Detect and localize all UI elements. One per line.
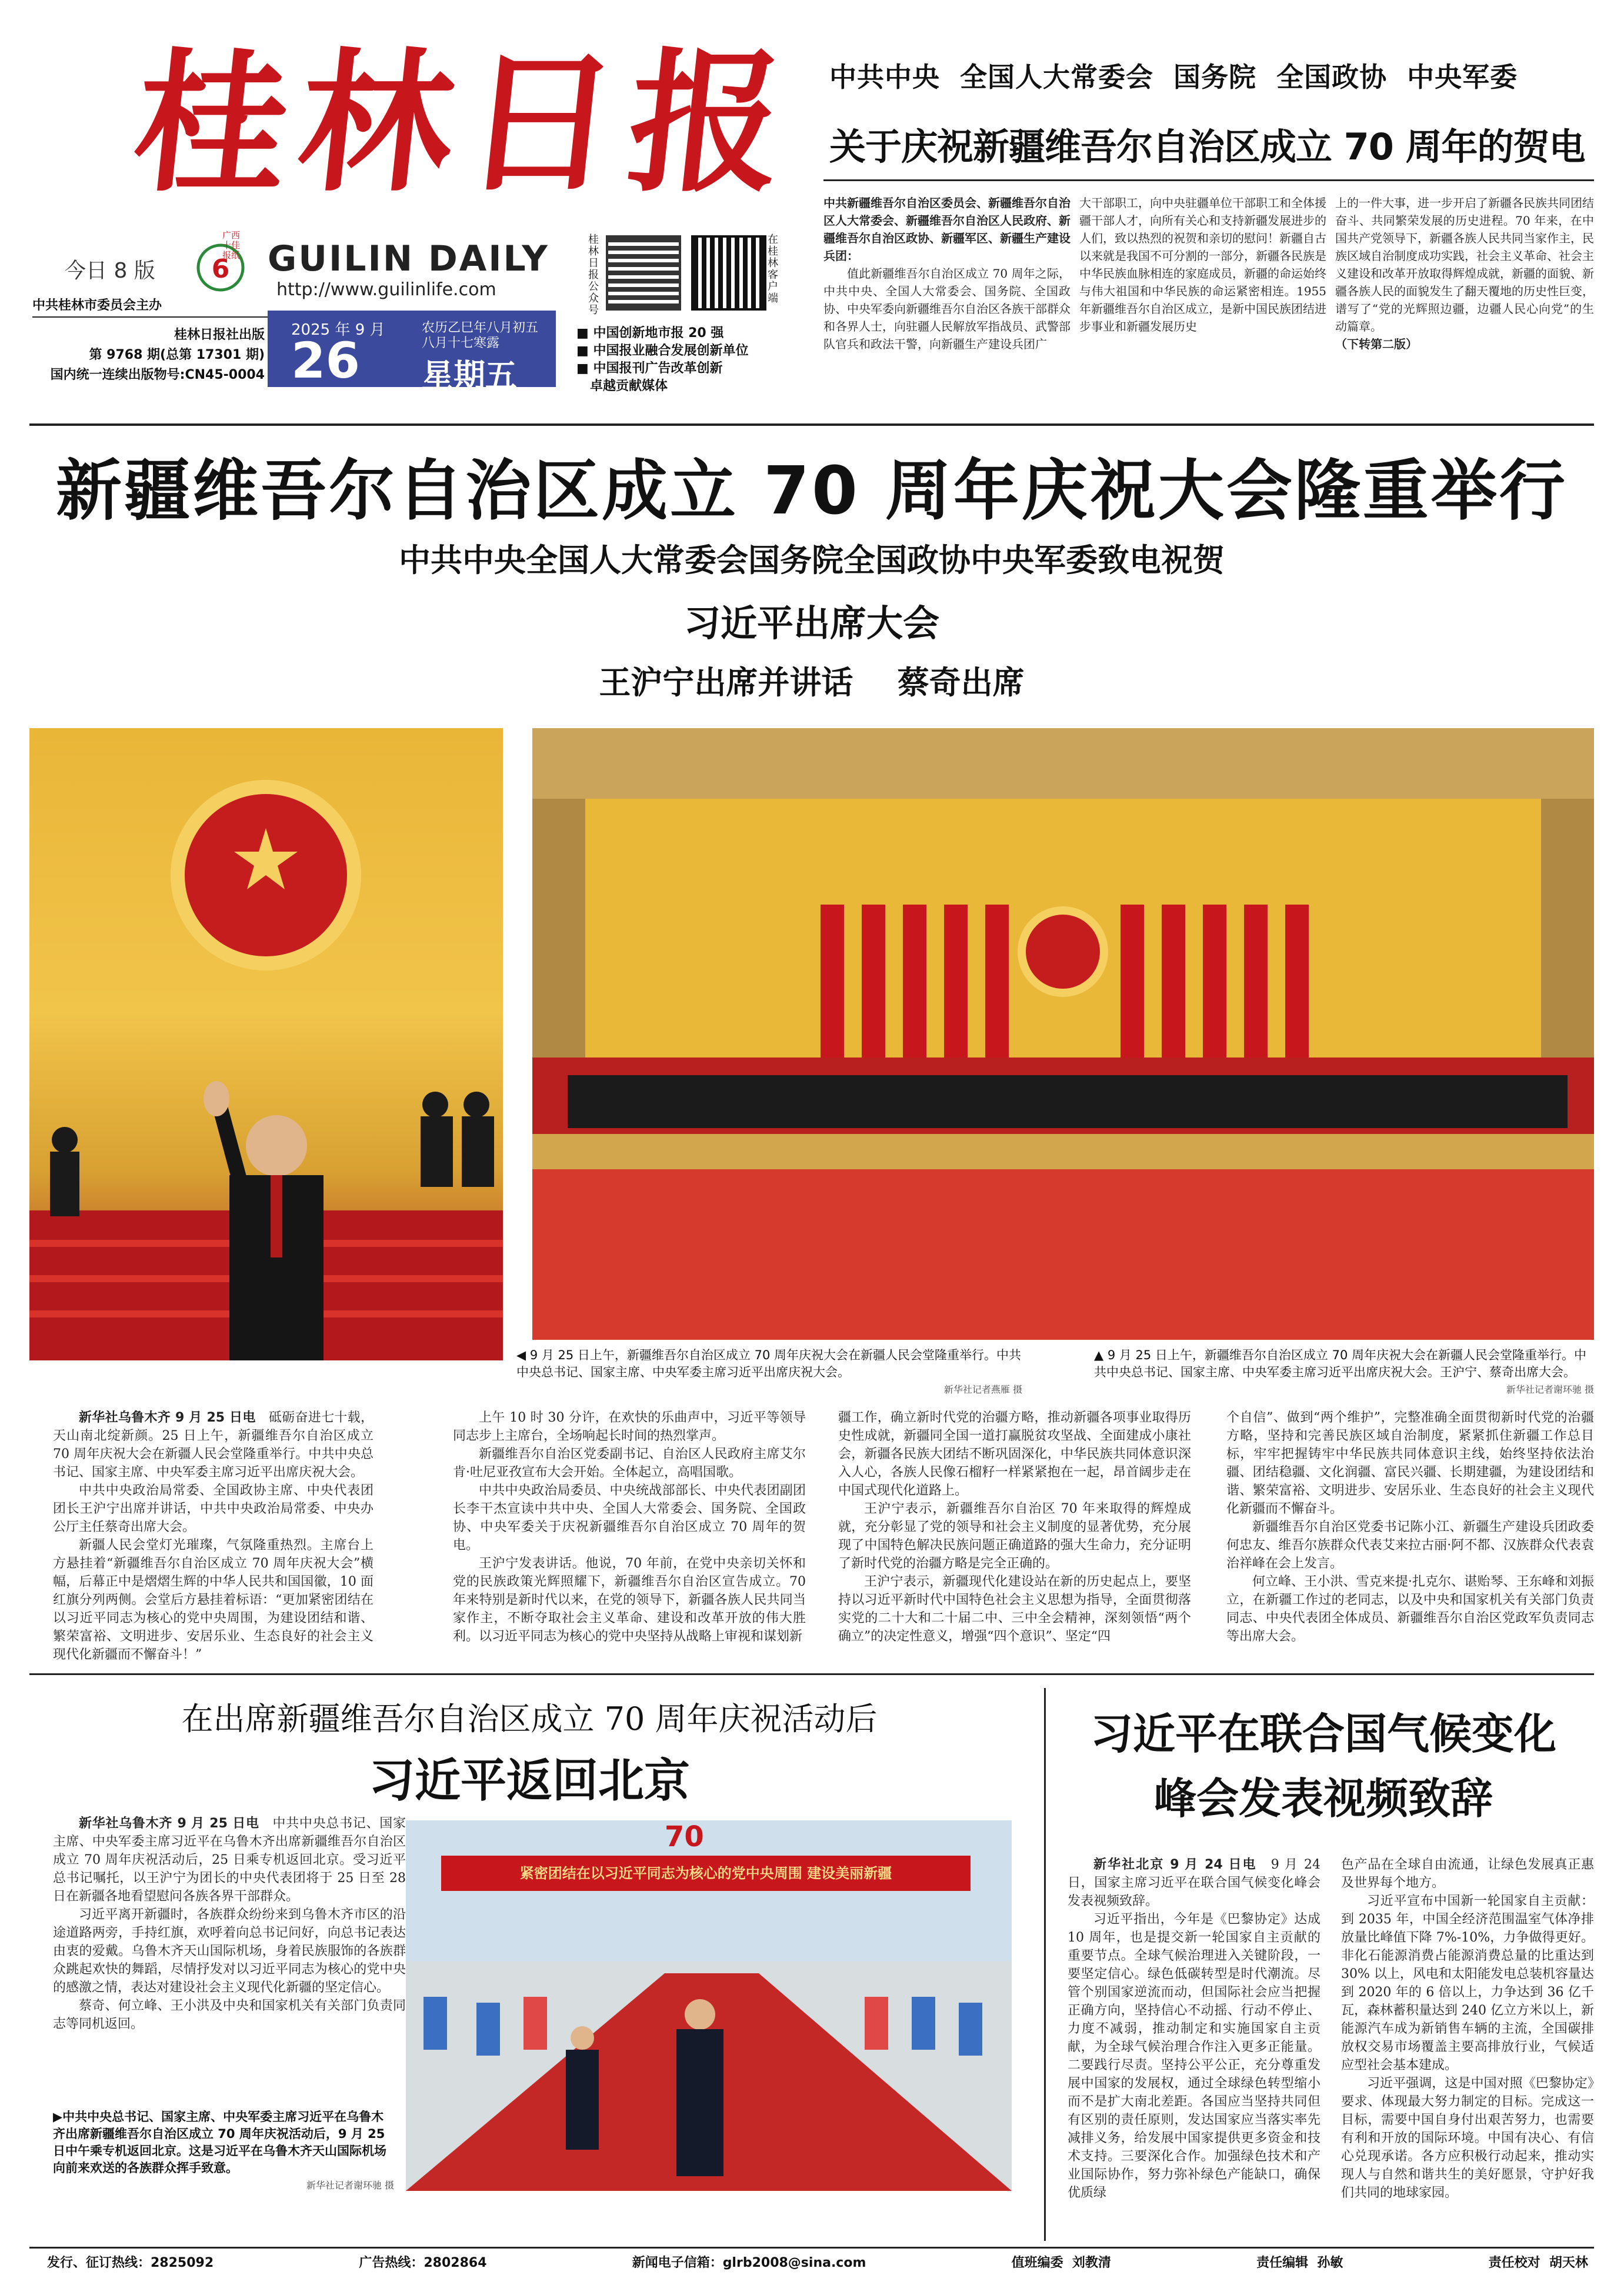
honor-item: 卓越贡献媒体: [589, 379, 668, 393]
photo-xi-waving: [29, 728, 503, 1360]
english-name: GUILIN DAILY: [268, 238, 549, 279]
photo-assembly-hall: [532, 728, 1594, 1340]
anniversary-mark: 70: [665, 1820, 704, 1853]
photo1-caption: ◀ 9 月 25 日上午，新疆维吾尔自治区成立 70 周年庆祝大会在新疆人民会堂隆重举行。中共中央总书记、国家主席、中央军委主席习近平出席庆祝大会。 新华社记者燕雁 摄: [516, 1347, 1022, 1398]
climate-headline-2: 峰会发表视频致辞: [1153, 1774, 1493, 1823]
date-bar: [268, 311, 556, 394]
footer-distribution: 发行、征订热线：2825092: [47, 2256, 214, 2270]
honor-item: ■ 中国报刊广告改革创新: [576, 361, 723, 376]
return-headline: 习近平返回北京: [368, 1754, 690, 1807]
qr-code-1[interactable]: [606, 235, 681, 311]
honor-item: ■ 中国报业融合发展创新单位: [576, 343, 749, 358]
website: http://www.guilinlife.com: [276, 279, 496, 300]
footer-proofreader: 责任校对 胡天林: [1488, 2256, 1588, 2270]
newspaper-logo: 桂林日报: [126, 34, 804, 213]
footer-editor: 责任编辑 孙敏: [1256, 2256, 1343, 2270]
telegram-senders: 中共中央 全国人大常委会 国务院 全国政协 中央军委: [829, 61, 1518, 93]
return-credit: 新华社记者谢环驰 摄: [306, 2180, 394, 2191]
svg-text:6: 6: [211, 254, 230, 284]
qr-code-2[interactable]: [691, 235, 766, 311]
pages-count: 今日 8 版: [65, 259, 155, 283]
photo-airport-farewell: [406, 1820, 1012, 2191]
cn-code: 国内统一连续出版物号:CN45-0004: [50, 368, 265, 382]
climate-dateline: 新华社北京 9 月 24 日电: [1093, 1857, 1257, 1872]
top-rule: [29, 423, 1594, 426]
return-dateline: 新华社乌鲁木齐 9 月 25 日电: [79, 1816, 259, 1831]
qr-label-2: 在桂林客户端: [768, 233, 778, 305]
award-badge-label: 广西十佳报纸: [222, 230, 241, 261]
footer-email[interactable]: 新闻电子信箱：glrb2008@sina.com: [632, 2256, 866, 2270]
climate-headline-1: 习近平在联合国气候变化: [1090, 1709, 1556, 1759]
telegram-column-2: 大干部职工，向中央驻疆单位干部职工和全体援疆干部人才，向所有关心和支持新疆发展进步的人们，致以热烈的祝贺和亲切的慰问！新疆自古以来就是我国不可分割的一部分，新疆各民族是中华民族血脉相连的家庭成员，新疆的命运始终与伟大祖国和中华民族的命运紧密相连。1955 年新疆维吾尔自治区成立，是新中国民族团结进步事业和新疆发展历史: [1079, 196, 1326, 333]
climate-body-col-2: 色产品在全球自由流通，让绿色发展真正惠及世界每个地方。 习近平宣布中国新一轮国家自主贡献：到 2035 年，中国全经济范围温室气体净排放量比峰值下降 7%-10%，力争做得更好。非化石能源消费占能源消费总量的比重达到 30% 以上，风电和太阳能发电总装机容量达到 2020 年的 6 倍以上，力争达到 36 亿千瓦，森林蓄积量达到 240 亿立方米以上，新能源汽车成为新销售车辆的主流，全国碳排放权交易市场覆盖主要高排放行业，气候适应型社会基本建成。 习近平强调，这是中国对照《巴黎协定》要求、体现最大努力制定的目标。完成这一目标，需要中国自身付出艰苦努力，也需要有利和开放的国际环境。中国有决心、有信心兑现承诺。各方应积极行动起来，推动实现人与自然和谐共生的美好愿景，守护好我们共同的地球家园。: [1341, 1857, 1594, 2200]
footer-rule: [29, 2247, 1594, 2249]
return-body: 新华社乌鲁木齐 9 月 25 日电 中共中央总书记、国家主席、中央军委主席习近平在乌鲁木齐出席新疆维吾尔自治区成立 70 周年庆祝活动后，25 日乘专机返回北京。受习近平总书记嘱托，以王沪宁为团长的中央代表团将于 25 日至 28 日在新疆各地看望慰问各族各界干部群众。 习近平离开新疆时，各族群众纷纷来到乌鲁木齐市区的沿途道路两旁，手持红旗，欢呼着向总书记问好，向总书记表达由衷的爱戴。乌鲁木齐天山国际机场，身着民族服饰的各族群众跳起欢快的舞蹈，尽情抒发对以习近平同志为核心的党中央的感激之情，表达对建设社会主义现代化新疆的坚定信心。 蔡奇、何立峰、王小洪及中央和国家机关有关部门负责同志等同机返回。: [53, 1816, 406, 2032]
lunar-date: 农历乙巳年八月初五: [422, 321, 539, 335]
climate-body-col-1: 新华社北京 9 月 24 日电 9 月 24 日，国家主席习近平在联合国气候变化峰会发表视频致辞。 习近平指出，今年是《巴黎协定》达成 10 周年，也是提交新一轮国家自主贡献的重要节点。全球气候治理进入关键阶段，一要坚定信心。绿色低碳转型是时代潮流。尽管个别国家逆流而动，但国际社会应当把握正确方向，坚持信心不动摇、行动不停止、力度不减弱，推动制定和实施国家自主贡献，为全球气候治理合作注入更多正能量。二要践行尽责。坚持公平公正，充分尊重发展中国家的发展权，通过全球绿色转型缩小而不是扩大南北差距。各国应当坚持共同但有区别的责任原则，发达国家应当落实率先减排义务，给发展中国家提供更多资金和技术支持。三要深化合作。加强绿色技术和产业国际协作，努力弥补绿色产能缺口，确保优质绿: [1068, 1857, 1320, 2200]
date-day: 26: [291, 332, 360, 389]
continued-note: （下转第二版）: [1335, 337, 1418, 351]
telegram-title: 关于庆祝新疆维吾尔自治区成立 70 周年的贺电: [829, 125, 1585, 168]
weekday: 星期五: [422, 357, 517, 394]
telegram-column-3: 上的一件大事，进一步开启了新疆各民族共同团结奋斗、共同繁荣发展的历史进程。70 年来，在中国共产党领导下，新疆各族人民共同当家作主，民族区域自治制度成功实践，社会主义革命、社会主义建设和改革开放取得辉煌成就，新疆的面貌、新疆各族人民的面貌发生了翻天覆地的历史性巨变，谱写了“党的光辉照边疆，边疆人民心向党”的生动篇章。 （下转第二版）: [1335, 196, 1594, 351]
main-body-col-4: 个自信”、做到“两个维护”，完整准确全面贯彻新时代党的治疆方略，坚持和完善民族区域自治制度，紧紧抓住新疆工作总目标，牢牢把握铸牢中华民族共同体意识主线，始终坚持依法治疆、团结稳疆、文化润疆、富民兴疆、长期建疆，为建设团结和谐、繁荣富裕、文明进步、安居乐业、生态良好的社会主义现代化新疆而不懈奋斗。 新疆维吾尔自治区党委书记陈小江、新疆生产建设兵团政委何忠友、维吾尔族群众代表艾来拉古丽·阿不都、汉族群众代表袁治祥峰在会上发言。 何立峰、王小洪、雪克来提·扎克尔、谌贻琴、王东峰和刘振立，在新疆工作过的老同志，以及中央和国家机关有关部门负责同志、中央代表团全体成员、新疆维吾尔自治区党政军负责同志等出席大会。: [1226, 1410, 1594, 1644]
main-dateline: 新华社乌鲁木齐 9 月 25 日电: [79, 1410, 256, 1425]
photo1-credit: 新华社记者燕雁 摄: [943, 1384, 1022, 1395]
publisher: 桂林日报社出版: [174, 328, 265, 342]
main-headline: 新疆维吾尔自治区成立 70 周年庆祝大会隆重举行: [56, 453, 1568, 529]
qr-label-1: 桂林日报公众号: [588, 233, 599, 316]
photo2-caption: ▲ 9 月 25 日上午，新疆维吾尔自治区成立 70 周年庆祝大会在新疆人民会堂隆重举行。中共中央总书记、国家主席、中央军委主席习近平出席庆祝大会。王沪宁、蔡奇出席大会。 新华社记者谢环驰 摄: [1094, 1347, 1594, 1398]
issue-number: 第 9768 期(总第 17301 期): [89, 348, 265, 362]
telegram-rule: [823, 179, 1594, 181]
honor-item: ■ 中国创新地市报 20 强: [576, 326, 724, 341]
footer-ads: 广告热线：2802864: [359, 2256, 487, 2270]
return-kicker: 在出席新疆维吾尔自治区成立 70 周年庆祝活动后: [181, 1700, 878, 1737]
footer-bar: [47, 2253, 1588, 2271]
main-body-col-1: 新华社乌鲁木齐 9 月 25 日电 砥砺奋进七十载，天山南北绽新颜。25 日上午，新疆维吾尔自治区成立 70 周年庆祝大会在新疆人民会堂隆重举行。中共中央总书记、国家主席、中央军委主席习近平出席庆祝大会。 中共中央政治局常委、全国政协主席、中央代表团团长王沪宁出席并讲话，中共中央政治局常委、中央办公厅主任蔡奇出席大会。 新疆人民会堂灯光璀璨，气氛隆重热烈。主席台上方悬挂着“新疆维吾尔自治区成立 70 周年庆祝大会”横幅，后幕正中是熠熠生辉的中华人民共和国国徽，10 面红旗分列两侧。会堂后方悬挂着标语：“更加紧密团结在以习近平同志为核心的党中央周围，为建设团结和谐、繁荣富裕、文明进步、安居乐业、生态良好的社会主义现代化新疆而不懈奋斗！”: [53, 1410, 374, 1662]
main-body-col-3: 疆工作，确立新时代党的治疆方略，推动新疆各项事业取得历史性成就，新疆同全国一道打赢脱贫攻坚战、全面建成小康社会，新疆各民族大团结不断巩固深化，中华民族共同体意识深入人心，各族人民像石榴籽一样紧紧抱在一起，昂首阔步走在中国式现代化道路上。 王沪宁表示，新疆维吾尔自治区 70 年来取得的辉煌成就，充分彰显了党的领导和社会主义制度的显著优势，充分展现了中国特色解决民族问题正确道路的强大生命力，充分证明了新时代党的治疆方略是完全正确的。 王沪宁表示，新疆现代化建设站在新的历史起点上，要坚持以习近平新时代中国特色社会主义思想为指导，全面贯彻落实党的二十大和二十届二中、三中全会精神，深刻领悟“两个确立”的决定性意义，增强“四个意识”、坚定“四: [838, 1410, 1191, 1644]
vertical-rule: [1044, 1688, 1046, 2241]
return-caption: ▶中共中央总书记、国家主席、中央军委主席习近平在乌鲁木齐出席新疆维吾尔自治区成立 70 周年庆祝活动后，9 月 25 日中午乘专机返回北京。这是习近平在乌鲁木齐天山国际机场向前来欢送的各族群众挥手致意。 新华社记者谢环驰 摄: [53, 2109, 394, 2194]
date-year-month: 2025 年 9 月: [291, 321, 385, 339]
honors-list: [576, 325, 748, 395]
airport-banner: 紧密团结在以习近平同志为核心的党中央周围 建设美丽新疆: [519, 1865, 892, 1882]
main-deck-2: 习近平出席大会: [683, 602, 939, 645]
telegram-column-1: 中共新疆维吾尔自治区委员会、新疆维吾尔自治区人大常委会、新疆维吾尔自治区人民政府、新疆维吾尔自治区政协、新疆军区、新疆生产建设兵团： 值此新疆维吾尔自治区成立 70 周年之际，中共中央、全国人大常委会、国务院、全国政协、中央军委向新疆维吾尔自治区各族干部群众和各界人士，向驻疆人民解放军指战员、武警部队官兵和政法干警，向新疆生产建设兵团广: [823, 196, 1071, 351]
main-deck-3: 王沪宁出席并讲话 蔡奇出席: [599, 663, 1025, 701]
masthead-divider: [32, 316, 268, 318]
main-body-col-2: 上午 10 时 30 分许，在欢快的乐曲声中，习近平等领导同志步上主席台，全场响起长时间的热烈掌声。 新疆维吾尔自治区党委副书记、自治区人民政府主席艾尔肯·吐尼亚孜宣布大会开始。全体起立，高唱国歌。 中共中央政治局委员、中央统战部部长、中央代表团副团长李干杰宣读中共中央、全国人大常委会、国务院、全国政协、中央军委关于庆祝新疆维吾尔自治区成立 70 周年的贺电。 王沪宁发表讲话。他说，70 年前，在党中央亲切关怀和党的民族政策光辉照耀下，新疆维吾尔自治区宣告成立。70 年来特别是新时代以来，在党的领导下，新疆各族人民共同当家作主，不断夺取社会主义革命、建设和改革开放的伟大胜利。以习近平同志为核心的党中央坚持从战略上审视和谋划新: [453, 1410, 806, 1644]
section-rule: [29, 1673, 1594, 1675]
solar-term: 八月十七寒露: [422, 336, 500, 351]
sponsor: 中共桂林市委员会主办: [32, 298, 162, 313]
footer-duty-editor: 值班编委 刘教清: [1011, 2256, 1111, 2270]
main-deck-1: 中共中央全国人大常委会国务院全国政协中央军委致电祝贺: [399, 541, 1225, 579]
masthead: [0, 0, 1624, 423]
photo2-credit: 新华社记者谢环驰 摄: [1506, 1384, 1594, 1395]
